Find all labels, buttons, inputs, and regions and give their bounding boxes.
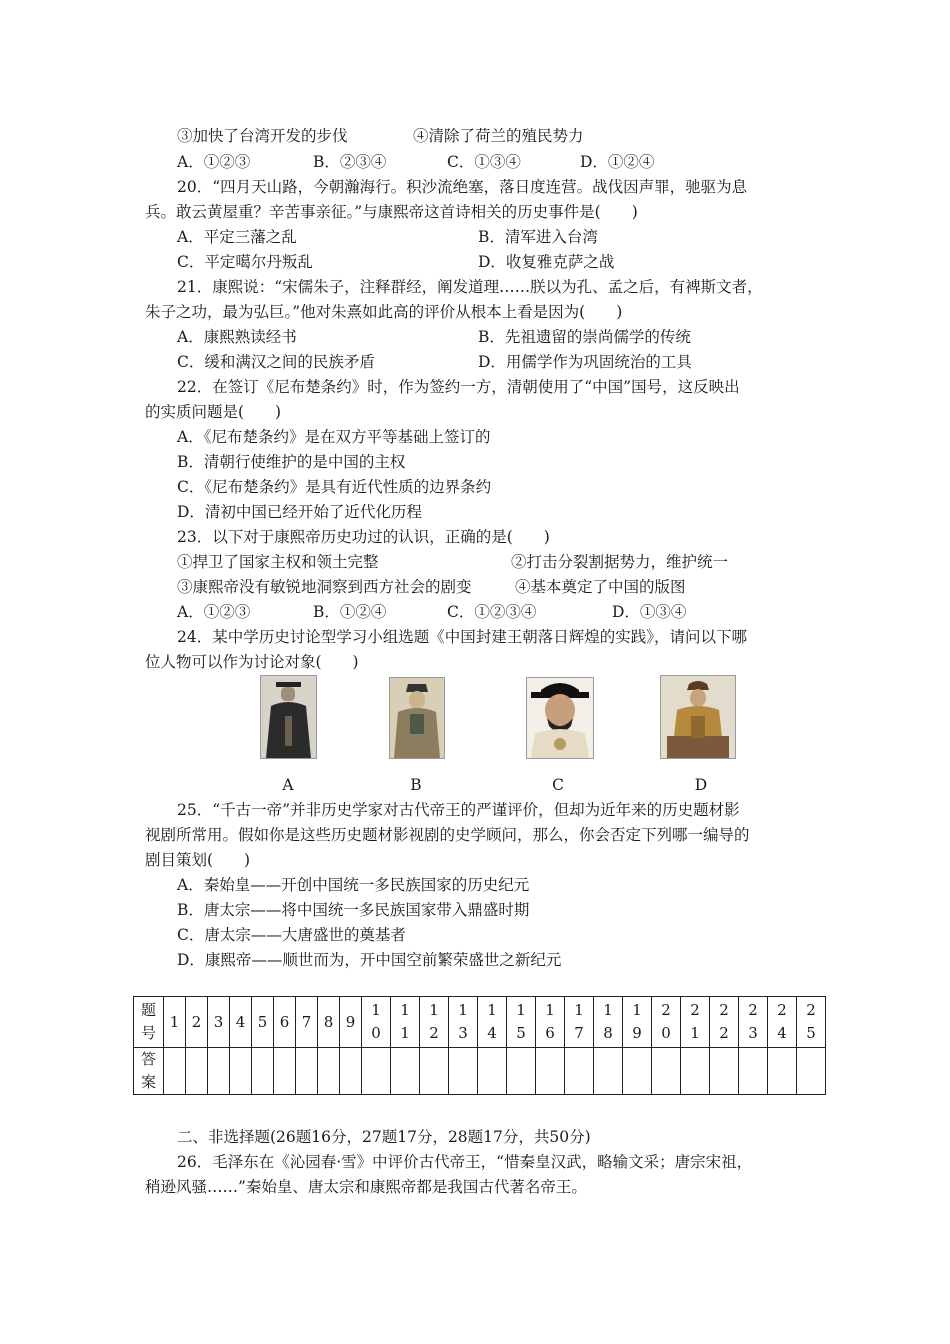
portrait-ming-emperor: [526, 677, 594, 759]
question-number-digit: 1: [690, 1024, 700, 1042]
question-number-digit: 1: [371, 1001, 381, 1019]
q20-option-a: A．平定三藩之乱: [177, 228, 297, 246]
q25-option-d: D．康熙帝——顺世而为，开中国空前繁荣盛世之新纪元: [177, 951, 562, 969]
question-number-digit: 0: [371, 1024, 381, 1042]
question-number-digit: 1: [487, 1001, 497, 1019]
answer-cell[interactable]: [449, 1048, 478, 1095]
q26-stem-line2: 稍逊风骚……”秦始皇、唐太宗和康熙帝都是我国古代著名帝王。: [145, 1178, 587, 1196]
answer-cell[interactable]: [768, 1048, 797, 1095]
question-number-digit: 6: [545, 1024, 555, 1042]
portrait-qin-shihuang: [260, 675, 317, 759]
answer-cell[interactable]: [420, 1048, 449, 1095]
emperor-figure-d-icon: [661, 676, 735, 758]
portrait-kangxi: [660, 675, 736, 759]
question-number-digit: 1: [603, 1001, 613, 1019]
q21-option-d: D．用儒学作为巩固统治的工具: [478, 353, 692, 371]
answer-cell[interactable]: [230, 1048, 252, 1095]
answer-cell[interactable]: [318, 1048, 340, 1095]
question-number-digit: 0: [661, 1024, 671, 1042]
q19-option-d: D．①②④: [580, 153, 655, 171]
portrait-label-b: B: [410, 776, 422, 794]
question-number-cell: [391, 997, 420, 1048]
question-number-digit: 4: [487, 1024, 497, 1042]
question-number-digit: 5: [806, 1024, 816, 1042]
q21-stem-line2: 朱子之功，最为弘巨。”他对朱熹如此高的评价从根本上看是因为( ): [145, 303, 623, 321]
question-number-cell: [507, 997, 536, 1048]
portrait-label-c: C: [552, 776, 564, 794]
q19-item-4: ④清除了荷兰的殖民势力: [413, 127, 584, 145]
answer-cell[interactable]: [340, 1048, 362, 1095]
answer-cell[interactable]: [507, 1048, 536, 1095]
answer-cell[interactable]: [594, 1048, 623, 1095]
q22-option-a: A．《尼布楚条约》是在双方平等基础上签订的: [177, 428, 491, 446]
question-number-digit: 1: [458, 1001, 468, 1019]
q23-option-a: A．①②③: [177, 603, 251, 621]
q23-item-2: ②打击分裂割据势力，维护统一: [511, 553, 729, 571]
q23-option-d: D．①③④: [612, 603, 687, 621]
question-number-cell: [739, 997, 768, 1048]
question-number-digit: 1: [400, 1001, 410, 1019]
question-number-digit: 1: [429, 1001, 439, 1019]
question-number-cell: [594, 997, 623, 1048]
question-number-cell: [623, 997, 652, 1048]
q25-stem-line3: 剧目策划( ): [145, 851, 251, 869]
q22-stem-line2: 的实质问题是( ): [145, 403, 282, 421]
answer-cell[interactable]: [710, 1048, 739, 1095]
question-number-cell: [296, 997, 318, 1048]
question-number-cell: [449, 997, 478, 1048]
question-number-digit: 1: [574, 1001, 584, 1019]
question-number-digit: 1: [545, 1001, 555, 1019]
q21-option-b: B．先祖遗留的崇尚儒学的传统: [478, 328, 691, 346]
question-number-cell: [565, 997, 594, 1048]
answer-cell[interactable]: [739, 1048, 768, 1095]
header-char-top: 题: [140, 1001, 156, 1019]
q19-option-c: C．①③④: [447, 153, 521, 171]
emperor-figure-c-icon: [527, 678, 593, 758]
answer-table: [133, 996, 826, 1095]
q19-item-3: ③加快了台湾开发的步伐: [177, 127, 348, 145]
q23-option-b: B．①②④: [313, 603, 387, 621]
portrait-label-a: A: [282, 776, 294, 794]
question-number-cell: [768, 997, 797, 1048]
portrait-tang-taizong: [389, 677, 445, 759]
answer-cell[interactable]: [478, 1048, 507, 1095]
answer-char-bottom: 案: [140, 1073, 156, 1091]
question-number-digit: 9: [345, 1012, 356, 1031]
answer-cell[interactable]: [274, 1048, 296, 1095]
q21-option-c: C．缓和满汉之间的民族矛盾: [177, 353, 375, 371]
question-number-digit: 2: [777, 1001, 787, 1019]
answer-cell[interactable]: [681, 1048, 710, 1095]
question-number-cell: [478, 997, 507, 1048]
header-char-bottom: 号: [140, 1024, 156, 1042]
question-number-digit: 4: [235, 1012, 246, 1031]
q25-stem-line2: 视剧所常用。假如你是这些历史题材影视剧的史学顾问，那么，你会否定下列哪一编导的: [145, 826, 750, 844]
answer-cell[interactable]: [652, 1048, 681, 1095]
question-number-cell: [420, 997, 449, 1048]
q22-option-b: B．清朝行使维护的是中国的主权: [177, 453, 406, 471]
question-number-digit: 8: [323, 1012, 334, 1031]
question-number-digit: 1: [632, 1001, 642, 1019]
q23-option-c: C．①②③④: [447, 603, 537, 621]
answer-char-top: 答: [140, 1050, 156, 1068]
answer-cell[interactable]: [362, 1048, 391, 1095]
question-number-digit: 3: [458, 1024, 468, 1042]
q25-stem-line1: 25．“千古一帝”并非历史学家对古代帝王的严谨评价，但却为近年来的历史题材影: [177, 801, 740, 819]
question-number-digit: 2: [690, 1001, 700, 1019]
question-number-cell: [710, 997, 739, 1048]
question-number-cell: [536, 997, 565, 1048]
question-number-digit: 3: [213, 1012, 224, 1031]
question-number-digit: 2: [806, 1001, 816, 1019]
answer-cell[interactable]: [252, 1048, 274, 1095]
answer-cell[interactable]: [296, 1048, 318, 1095]
q20-option-d: D．收复雅克萨之战: [478, 253, 615, 271]
q20-stem-line1: 20．“四月天山路，今朝瀚海行。积沙流绝塞，落日度连营。战伐因声罪，驰驱为息: [177, 178, 748, 196]
question-number-cell: [186, 997, 208, 1048]
question-number-digit: 2: [748, 1001, 758, 1019]
q24-stem-line2: 位人物可以作为讨论对象( ): [145, 653, 359, 671]
question-number-cell: [208, 997, 230, 1048]
q23-stem: 23．以下对于康熙帝历史功过的认识，正确的是( ): [177, 528, 550, 546]
section2-heading: 二、非选择题(26题16分，27题17分，28题17分，共50分): [177, 1128, 591, 1146]
question-number-cell: [681, 997, 710, 1048]
question-number-cell: [164, 997, 186, 1048]
question-number-cell: [252, 997, 274, 1048]
question-number-cell: [274, 997, 296, 1048]
question-number-cell: [230, 997, 252, 1048]
portrait-label-d: D: [694, 776, 708, 794]
q23-item-4: ④基本奠定了中国的版图: [515, 578, 686, 596]
q19-option-b: B．②③④: [313, 153, 387, 171]
question-number-digit: 9: [632, 1024, 642, 1042]
answer-table-answer-label-cell: [134, 1048, 164, 1095]
question-number-digit: 2: [661, 1001, 671, 1019]
q23-item-3: ③康熙帝没有敏锐地洞察到西方社会的剧变: [177, 578, 472, 596]
question-number-cell: [652, 997, 681, 1048]
answer-table-number-row: [134, 997, 826, 1048]
question-number-digit: 2: [719, 1024, 729, 1042]
question-number-digit: 1: [169, 1012, 180, 1031]
question-number-cell: [797, 997, 826, 1048]
q22-stem-line1: 22．在签订《尼布楚条约》时，作为签约一方，清朝使用了“中国”国号，这反映出: [177, 378, 740, 396]
q25-option-a: A．秦始皇——开创中国统一多民族国家的历史纪元: [177, 876, 530, 894]
question-number-cell: [318, 997, 340, 1048]
question-number-cell: [362, 997, 391, 1048]
emperor-figure-b-icon: [390, 678, 444, 758]
answer-cell[interactable]: [565, 1048, 594, 1095]
question-number-digit: 8: [603, 1024, 613, 1042]
question-number-digit: 2: [191, 1012, 202, 1031]
question-number-digit: 2: [429, 1024, 439, 1042]
q20-option-c: C．平定噶尔丹叛乱: [177, 253, 313, 271]
answer-cell[interactable]: [186, 1048, 208, 1095]
answer-cell[interactable]: [797, 1048, 826, 1095]
question-number-digit: 4: [777, 1024, 787, 1042]
q23-item-1: ①捍卫了国家主权和领土完整: [177, 553, 379, 571]
q25-option-b: B．唐太宗——将中国统一多民族国家带入鼎盛时期: [177, 901, 530, 919]
answer-cell[interactable]: [208, 1048, 230, 1095]
answer-cell[interactable]: [536, 1048, 565, 1095]
question-number-digit: 7: [574, 1024, 584, 1042]
q25-option-c: C．唐太宗——大唐盛世的奠基者: [177, 926, 406, 944]
question-number-digit: 5: [257, 1012, 268, 1031]
q19-option-a: A．①②③: [177, 153, 251, 171]
q21-stem-line1: 21．康熙说：“宋儒朱子，注释群经，阐发道理……朕以为孔、孟之后，有裨斯文者，: [177, 278, 763, 296]
q22-option-c: C．《尼布楚条约》是具有近代性质的边界条约: [177, 478, 492, 496]
answer-cell[interactable]: [391, 1048, 420, 1095]
question-number-digit: 5: [516, 1024, 526, 1042]
q20-stem-line2: 兵。敢云黄屋重？辛苦事亲征。”与康熙帝这首诗相关的历史事件是( ): [145, 203, 638, 221]
question-number-digit: 1: [516, 1001, 526, 1019]
question-number-digit: 2: [719, 1001, 729, 1019]
question-number-digit: 6: [279, 1012, 290, 1031]
q21-option-a: A．康熙熟读经书: [177, 328, 297, 346]
answer-table-answer-row: [134, 1048, 826, 1095]
q22-option-d: D．清初中国已经开始了近代化历程: [177, 503, 422, 521]
emperor-figure-a-icon: [261, 676, 316, 758]
question-number-cell: [340, 997, 362, 1048]
answer-cell[interactable]: [623, 1048, 652, 1095]
q20-option-b: B．清军进入台湾: [478, 228, 598, 246]
question-number-digit: 1: [400, 1024, 410, 1042]
question-number-digit: 7: [301, 1012, 312, 1031]
q26-stem-line1: 26．毛泽东在《沁园春·雪》中评价古代帝王，“惜秦皇汉武，略输文采；唐宗宋祖，: [177, 1153, 753, 1171]
answer-cell[interactable]: [164, 1048, 186, 1095]
question-number-digit: 3: [748, 1024, 758, 1042]
answer-table-header-cell: [134, 997, 164, 1048]
q24-stem-line1: 24．某中学历史讨论型学习小组选题《中国封建王朝落日辉煌的实践》，请问以下哪: [177, 628, 747, 646]
